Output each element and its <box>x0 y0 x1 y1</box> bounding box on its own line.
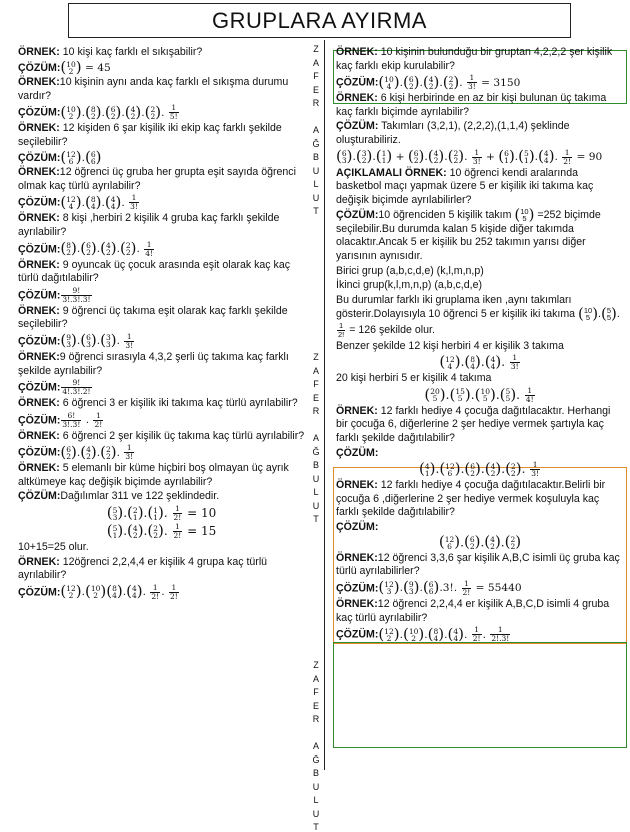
side-letter: Z <box>313 660 319 670</box>
fraction: $\frac{1}{3!}$ <box>468 73 476 92</box>
line-text: 10 kişi kaç farklı el sıkışabilir? <box>59 46 203 58</box>
binomial: ( 4 2 ) <box>427 147 445 166</box>
binomial: ( 15 5 ) <box>449 385 471 404</box>
side-letter: F <box>313 379 319 389</box>
side-letter: L <box>313 795 319 805</box>
binomial: ( 9 3 ) <box>60 331 77 350</box>
math-expression: ( 6 3 ).( 3 2 ).( 1 1 ) + ( 6 2 ).( 4 2 ).( 2 2 ). $\frac{1}{3!}$ + ( 6 1 ).( 5 1 ).( 4 4 ). $\frac{1}{2!}$ = 90 <box>336 147 603 166</box>
line-text: 10 öğrenciden 5 kişilik takım ( 10 5 ) =252 biçimde seçilebilir.Bu durumda kalan 5 kişide diğer takımda olacaktır.Ancak 5 er kişilik bu 252 takımın yarısı diğer yarısının aynısıdır. <box>336 205 601 262</box>
line-label: ÖRNEK: <box>18 397 60 410</box>
math-expression: ( 9 3 ).( 6 3 ).( 3 3 ). $\frac{1}{3!}$ <box>60 331 134 350</box>
line-text: 10 kişinin aynı anda kaç farklı el sıkışma durumu vardır? <box>18 76 289 102</box>
example-line <box>18 212 305 239</box>
example-line <box>336 552 624 579</box>
line-label: ÖRNEK: <box>18 462 60 475</box>
line-text: 12 öğrenci üç gruba her grupta eşit sayıda öğrenci olmak kaç türlü ayrılabilir? <box>18 166 296 192</box>
line-label: ÇÖZÜM: <box>336 209 379 222</box>
binomial: ( 12 4 ) <box>60 193 82 212</box>
binomial: ( 12 6 ) <box>439 459 461 478</box>
binomial: ( 5 3 ) <box>106 503 124 522</box>
side-letter: E <box>312 84 319 95</box>
binomial: ( 5 5 ) <box>601 304 617 323</box>
side-letter: E <box>312 392 319 403</box>
solution-line <box>336 205 624 263</box>
line-text: 12öğrenci 2,2,4,4 er kişilik 4 grupa kaç türlü ayrılabilir? <box>18 555 268 582</box>
binomial: ( 4 2 ) <box>100 239 117 258</box>
example-line <box>336 405 624 446</box>
line-text: 8 kişi ,herbiri 2 kişilik 4 gruba kaç farklı şekilde ayrılabilir? <box>18 212 280 238</box>
example-line <box>18 397 305 411</box>
binomial: ( 10 5 ) <box>577 304 599 323</box>
fraction: $\frac{9!}{4!.3!.2!}$ <box>62 378 91 397</box>
math-expression: ( 10 2 ).( 8 2 ).( 6 2 ).( 4 2 ).( 2 2 ). $\frac{1}{5!}$ <box>60 103 178 122</box>
left-column <box>18 46 305 602</box>
fraction: $\frac{1}{5!}$ <box>169 103 178 122</box>
fraction: $\frac{1}{2!}$ <box>462 578 471 597</box>
text-line <box>336 265 624 279</box>
binomial: ( 12 2 ) <box>60 582 82 601</box>
line-label: ÖRNEK: <box>18 304 60 317</box>
line-label: ÇÖZÜM: <box>18 335 61 348</box>
line-text: 12 farklı hediye 4 çocuğa dağıtılacaktır.Belirli bir çocuğa 6 ,diğerlerine 2 şer hediye vermek koşuluyla kaç farklı şekilde dağıtılabilir? <box>336 479 606 519</box>
example-box-green <box>333 642 627 748</box>
binomial: ( 8 2 ) <box>85 103 102 122</box>
binomial: ( 6 2 ) <box>464 459 481 478</box>
math-expression: ( 12 4 ).( 8 4 ).( 4 4 ). $\frac{1}{3!}$ <box>60 193 138 212</box>
solution-line <box>18 57 305 76</box>
line-label: ÇÖZÜM: <box>18 446 61 459</box>
text-line <box>336 340 624 354</box>
math-expression <box>60 378 92 397</box>
math-expression: ( 12 2 ).( 10 2 ).( 8 4 ).( 4 4 ). $\frac{1}{2!}$ . $\frac{1}{2!.3!}$ <box>378 624 510 644</box>
column-divider <box>324 40 325 770</box>
side-letter: Ğ <box>312 754 320 765</box>
fraction: $\frac{1}{2!}$ <box>173 504 182 523</box>
math-expression: ( 12 4 ).( 8 4 ).( 4 4 ). $\frac{1}{3!}$ <box>439 352 519 372</box>
line-label: ÇÖZÜM: <box>336 76 379 89</box>
binomial: ( 5 1 ) <box>106 521 124 540</box>
solution-line <box>18 147 305 166</box>
binomial: ( 4 2 ) <box>422 72 440 91</box>
fraction: $\frac{1}{2!.3!}$ <box>491 625 510 644</box>
binomial: ( 12 6 ) <box>438 532 461 551</box>
solution-line <box>18 287 305 304</box>
binomial: ( 6 2 ) <box>407 147 425 166</box>
side-letter: U <box>312 500 320 511</box>
example-line <box>18 259 305 286</box>
line-label: ÖRNEK: <box>336 551 378 564</box>
line-label: ÖRNEK: <box>336 479 378 492</box>
text-line <box>18 541 305 555</box>
math-expression: ( 12 2 ).( 10 2 )( 8 4 ).( 4 4 ). $\frac{1}{2!}$ . $\frac{1}{2!}$ <box>60 582 178 601</box>
binomial: ( 8 4 ) <box>106 582 123 601</box>
binomial: ( 2 2 ) <box>144 103 162 122</box>
text-line <box>18 523 305 540</box>
fraction: $\frac{1}{3!}$ <box>125 443 134 462</box>
side-letter: L <box>313 487 319 497</box>
binomial: ( 6 1 ) <box>498 147 515 166</box>
math-expression: ( 10 4 ).( 6 2 ).( 4 2 ).( 2 2 ). $\frac{1}{3!}$ = 3150 <box>378 72 521 92</box>
binomial: ( 20 5 ) <box>424 385 446 404</box>
line-label: ÇÖZÜM: <box>18 586 61 599</box>
binomial: ( 12 6 ) <box>60 147 82 166</box>
side-letter: A <box>312 57 319 68</box>
text-line <box>336 532 624 551</box>
side-letter: Ğ <box>312 446 320 457</box>
binomial: ( 2 2 ) <box>147 521 164 540</box>
math-expression: $\frac{6!}{3!.3!}$ . $\frac{1}{2!}$ <box>62 410 103 429</box>
binomial: ( 2 2 ) <box>505 459 522 478</box>
solution-line <box>18 584 305 601</box>
fraction: $\frac{1}{2!}$ <box>94 410 103 429</box>
fraction: $\frac{1}{4!}$ <box>525 385 534 404</box>
solution-line <box>18 333 305 350</box>
side-letter: U <box>312 192 320 203</box>
fraction: $\frac{1}{3!}$ <box>125 331 134 350</box>
fraction: $\frac{1}{2!}$ <box>169 582 178 601</box>
binomial: ( 6 3 ) <box>336 147 353 166</box>
side-letter: T <box>313 206 319 216</box>
binomial: ( 4 4 ) <box>484 352 502 371</box>
binomial: ( 6 6 ) <box>85 147 102 166</box>
line-label: ÇÖZÜM: <box>18 61 61 74</box>
line-label: ÖRNEK: <box>336 92 378 105</box>
binomial: ( 12 3 ) <box>378 578 400 597</box>
binomial: ( 6 2 ) <box>80 239 97 258</box>
line-label: ÖRNEK: <box>18 76 60 89</box>
side-letter: R <box>312 98 320 108</box>
line-text: 9 oyuncak üç çocuk arasında eşit olarak kaç kaç türlü dağıtılabilir? <box>18 258 291 285</box>
line-text: 5 elemanlı bir küme hiçbiri boş olmayan üç ayrık altkümeye kaç değişik biçimde ayrılabilir? <box>18 462 289 488</box>
binomial: ( 2 2 ) <box>100 442 117 461</box>
line-text: Birici grup (a,b,c,d,e) (k,l,m,n,p) <box>336 264 484 277</box>
side-letter: A <box>312 673 319 684</box>
binomial: ( 1 1 ) <box>147 503 164 522</box>
fraction: $\frac{1}{3!}$ <box>130 193 138 212</box>
math-expression: ( 6 2 ).( 4 2 ).( 2 2 ). $\frac{1}{3!}$ <box>60 442 134 462</box>
side-letter: E <box>312 700 319 711</box>
binomial: ( 8 2 ) <box>60 239 77 258</box>
line-label: ÇÖZÜM: <box>336 521 379 534</box>
line-label: ÇÖZÜM: <box>18 490 61 503</box>
binomial: ( 10 2 ) <box>85 582 107 601</box>
example-line <box>336 598 624 625</box>
binomial: ( 6 3 ) <box>80 331 97 350</box>
side-letter: U <box>312 165 320 176</box>
solution-line <box>18 490 305 504</box>
solution-line <box>18 444 305 461</box>
side-letter: A <box>312 125 319 135</box>
math-expression: ( 5 3 ).( 2 1 ).( 1 1 ). $\frac{1}{2!}$ = 10 <box>106 503 217 523</box>
binomial: ( 2 2 ) <box>504 532 522 551</box>
side-letter: R <box>312 406 320 416</box>
binomial: ( 10 5 ) <box>514 205 535 224</box>
line-label: ÇÖZÜM: <box>336 582 379 595</box>
side-letter: L <box>313 179 319 189</box>
example-line <box>18 166 305 193</box>
math-expression: ( 12 6 ).( 6 6 ) <box>60 147 102 166</box>
binomial: ( 4 1 ) <box>418 459 436 478</box>
binomial: ( 10 4 ) <box>378 72 400 91</box>
fraction: $\frac{1}{4!}$ <box>145 239 154 258</box>
text-line <box>336 461 624 478</box>
binomial: ( 4 4 ) <box>538 147 555 166</box>
binomial: ( 8 4 ) <box>85 193 102 212</box>
binomial: ( 2 2 ) <box>442 72 460 91</box>
fraction: $\frac{9!}{3!.3!.3!}$ <box>62 285 91 304</box>
side-letter: R <box>312 714 320 724</box>
side-letter: T <box>313 822 319 832</box>
binomial: ( 6 2 ) <box>104 103 122 122</box>
math-expression: ( 5 1 ).( 4 2 ).( 2 2 ). $\frac{1}{2!}$ = 15 <box>106 521 217 541</box>
side-letter: A <box>312 741 319 751</box>
line-text: 6 öğrenci 3 er kişilik iki takıma kaç türlü ayrılabilir? <box>59 397 298 410</box>
binomial: ( 3 2 ) <box>355 147 373 166</box>
line-text: 12 öğrenci 3,3,6 şar kişilik A,B,C isimli üç gruba kaç türlü ayrılabilirler? <box>336 551 620 578</box>
page-title: GRUPLARA AYIRMA <box>68 3 571 38</box>
line-label: ÖRNEK: <box>18 258 60 271</box>
binomial: ( 4 4 ) <box>104 193 122 212</box>
fraction: $\frac{1}{2!}$ <box>338 320 345 339</box>
binomial: ( 4 4 ) <box>126 582 143 601</box>
line-text: Benzer şekilde 12 kişi herbiri 4 er kişilik 3 takıma <box>336 339 564 352</box>
solution-line <box>18 241 305 258</box>
line-text: 6 kişi herbirinde en az bir kişi bulunan üç takıma kaç farklı biçimde ayrılabilir? <box>336 92 607 118</box>
text-line <box>336 354 624 371</box>
line-label: ÇÖZÜM: <box>18 196 61 209</box>
line-label: ÖRNEK: <box>18 46 60 58</box>
solution-line <box>336 447 624 461</box>
line-label: ÖRNEK: <box>18 350 60 363</box>
line-text: 20 kişi herbiri 5 er kişilik 4 takıma <box>336 372 492 385</box>
line-text: 9 öğrenci sırasıyla 4,3,2 şerli üç takıma kaç farklı şekilde ayrılabilir? <box>18 350 289 377</box>
line-label: ÇÖZÜM: <box>18 381 61 394</box>
math-expression: ( 4 1 ).( 12 6 ).( 6 2 ).( 4 2 ).( 2 2 ). $\frac{1}{3!}$ <box>418 459 539 479</box>
side-letter: F <box>313 687 319 697</box>
line-label: ÇÖZÜM: <box>18 414 61 427</box>
line-label: ÖRNEK: <box>18 122 60 135</box>
line-text: 10+15=25 olur. <box>18 541 89 554</box>
line-label: ÖRNEK: <box>336 404 378 417</box>
text-line <box>336 279 624 293</box>
binomial: ( 8 4 ) <box>427 624 445 643</box>
side-letter: A <box>312 365 319 376</box>
fraction: $\frac{1}{3!}$ <box>531 460 539 479</box>
example-line <box>336 46 624 73</box>
line-label: ÖRNEK: <box>18 166 60 179</box>
binomial: ( 4 2 ) <box>124 103 142 122</box>
fraction: $\frac{1}{3!}$ <box>472 147 481 166</box>
line-text: Takımları (3,2,1), (2,2,2),(1,1,4) şeklinde oluşturabiliriz. <box>336 120 570 146</box>
binomial: ( 2 2 ) <box>120 239 137 258</box>
fraction: $\frac{6!}{3!.3!}$ <box>62 410 81 429</box>
text-line <box>336 387 624 404</box>
line-label: ÇÖZÜM: <box>18 106 61 119</box>
fraction: $\frac{1}{2!}$ <box>563 147 572 166</box>
solution-line <box>18 194 305 211</box>
binomial: ( 10 2 ) <box>403 624 425 643</box>
line-label: ÖRNEK: <box>18 555 60 568</box>
line-text: 9 öğrenci üç takıma eşit olarak kaç farklı şekilde seçilebilir? <box>18 304 288 331</box>
math-expression: ( 12 6 ).( 6 2 ).( 4 2 ).( 2 2 ) <box>438 532 522 551</box>
line-text: 12 öğrenci 2,2,4,4 er kişilik A,B,C,D isimli 4 gruba kaç türlü ayrılabilir? <box>336 597 610 624</box>
line-text: 6 öğrenci 2 şer kişilik üç takıma kaç türlü ayrılabilir? <box>59 429 305 442</box>
line-text: 12 farklı hediye 4 çocuğa dağıtılacaktır. Herhangi bir çocuğa 6, diğerlerine 2 şer hediye vermek şartıyla kaç farklı şekilde dağıtılabilir? <box>336 404 611 445</box>
binomial: ( 4 4 ) <box>447 624 465 643</box>
binomial: ( 12 4 ) <box>439 352 461 371</box>
binomial: ( 10 2 ) <box>60 103 82 122</box>
line-label: ÇÖZÜM: <box>336 446 379 459</box>
line-label: AÇIKLAMALI ÖRNEK: <box>336 166 447 179</box>
binomial: ( 6 2 ) <box>60 442 77 461</box>
side-letter: B <box>312 152 319 162</box>
solution-line <box>336 580 624 597</box>
example-line <box>18 305 305 332</box>
solution-line <box>336 626 624 643</box>
text-line <box>336 149 624 166</box>
line-label: ÖRNEK: <box>336 46 378 58</box>
binomial: ( 6 2 ) <box>403 72 420 91</box>
line-text: 12 kişiden 6 şar kişilik iki ekip kaç farklı şekilde seçilebilir? <box>18 122 282 148</box>
example-line <box>336 167 624 208</box>
math-expression: ( 10 2 ) = 45 <box>60 57 111 76</box>
binomial: ( 4 2 ) <box>484 532 501 551</box>
solution-line <box>18 379 305 396</box>
example-line <box>18 351 305 378</box>
line-label: ÇÖZÜM: <box>18 289 61 302</box>
solution-line <box>18 104 305 121</box>
binomial: ( 10 2 ) <box>60 57 82 76</box>
example-line <box>336 479 624 520</box>
fraction: $\frac{1}{3!}$ <box>510 353 519 372</box>
line-label: ÇÖZÜM: <box>18 243 61 256</box>
line-label: ÖRNEK: <box>336 597 378 610</box>
binomial: ( 10 5 ) <box>474 385 496 404</box>
right-column <box>336 46 624 644</box>
side-letter: U <box>312 808 320 819</box>
binomial: ( 9 3 ) <box>403 578 420 597</box>
solution-line <box>18 412 305 429</box>
binomial: ( 4 2 ) <box>127 521 144 540</box>
fraction: $\frac{1}{2!}$ <box>472 625 481 644</box>
side-letter: Z <box>313 352 319 362</box>
line-text: 10 kişinin bulunduğu bir gruptan 4,2,2,2 şer kişilik kaç farklı ekip kurulabilir? <box>336 46 613 72</box>
binomial: ( 2 2 ) <box>447 147 465 166</box>
math-expression: ( 8 2 ).( 6 2 ).( 4 2 ).( 2 2 ). $\frac{1}{4!}$ <box>60 239 154 258</box>
line-label: ÇÖZÜM: <box>336 120 379 133</box>
line-label: ÇÖZÜM: <box>336 628 379 641</box>
solution-line <box>336 120 624 147</box>
binomial: ( 2 1 ) <box>127 503 144 522</box>
binomial: ( 3 3 ) <box>100 331 117 350</box>
math-expression: ( 20 5 ).( 15 5 ).( 10 5 ).( 5 5 ). $\frac{1}{4!}$ <box>424 385 534 404</box>
binomial: ( 5 1 ) <box>518 147 535 166</box>
binomial: ( 4 2 ) <box>80 442 97 461</box>
text-line <box>336 372 624 386</box>
line-text: İkinci grup(k,l,m,n,p) (a,b,c,d,e) <box>336 279 483 292</box>
text-line <box>18 505 305 522</box>
example-line <box>18 462 305 489</box>
example-line <box>18 556 305 583</box>
fraction: $\frac{1}{2!}$ <box>151 582 160 601</box>
line-label: ÇÖZÜM: <box>18 151 61 164</box>
binomial: ( 1 1 ) <box>375 147 393 166</box>
side-letter: T <box>313 514 319 524</box>
side-letter: Z <box>313 44 319 54</box>
side-letter: B <box>312 460 319 470</box>
side-letter: A <box>312 433 319 443</box>
text-line <box>336 294 624 339</box>
math-expression: ( 12 3 ).( 9 3 ).( 6 6 ).3!. $\frac{1}{2!}$ = 55440 <box>378 578 522 597</box>
side-letter: Ğ <box>312 138 320 149</box>
solution-line <box>336 74 624 91</box>
line-label: ÖRNEK: <box>18 429 60 442</box>
side-letter: U <box>312 781 320 792</box>
line-text: Dağılımlar 311 ve 122 şeklindedir. <box>60 490 220 503</box>
example-line <box>18 122 305 149</box>
binomial: ( 5 5 ) <box>499 385 517 404</box>
math-expression <box>60 285 92 304</box>
binomial: ( 12 2 ) <box>378 624 400 643</box>
binomial: ( 8 4 ) <box>464 352 481 371</box>
example-line <box>18 76 305 103</box>
line-text: 10 öğrenci kendi aralarında basketbol maçı yapmak üzere 5 er kişilik iki takıma kaç değişik biçimde ayrılabilirler? <box>336 166 594 206</box>
side-letter: B <box>312 768 319 778</box>
line-label: ÖRNEK: <box>18 212 60 225</box>
binomial: ( 6 2 ) <box>463 532 481 551</box>
binomial: ( 4 2 ) <box>484 459 502 478</box>
example-line <box>18 430 305 444</box>
binomial: ( 6 6 ) <box>422 578 440 597</box>
side-letter: U <box>312 473 320 484</box>
line-text: Bu durumlar farklı iki gruplama iken ,aynı takımları gösterir.Dolayısıyla 10 öğrenci 5 er kişilik iki takıma ( 10 5 ).( 5 5 ). $\frac{1}{2!}$ = 126 şekilde olur. <box>336 293 620 339</box>
fraction: $\frac{1}{2!}$ <box>173 522 182 541</box>
side-letter: F <box>313 71 319 81</box>
example-line <box>336 92 624 119</box>
